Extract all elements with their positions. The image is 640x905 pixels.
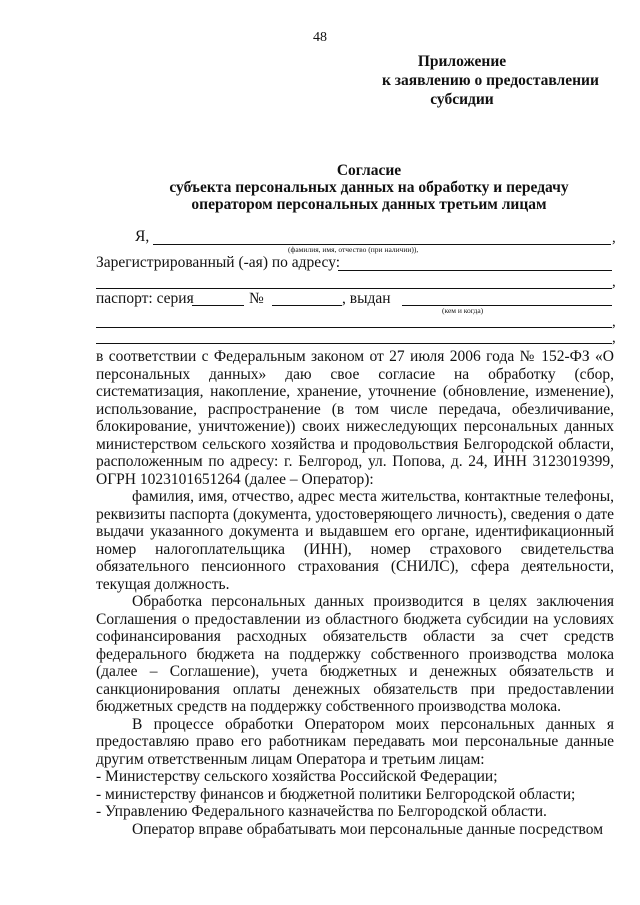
comma-2: , xyxy=(612,274,616,290)
appendix-line-1: Приложение xyxy=(417,53,507,70)
address-field-line-2[interactable] xyxy=(96,288,612,289)
consent-paragraph-2: фамилия, имя, отчество, адрес места жительства, контактные телефоны, реквизиты паспорта (документа, удостоверяющего личность), сведения о дате выдачи указанного документа и выдавшем его органе, идентификационный номер налогоплательщика (ИНН), номер страхового свидетельства обязательного пенсионного страхования (СНИЛС), сфера деятельности, текущая должность. xyxy=(96,488,614,593)
i-label: Я, xyxy=(135,228,150,245)
appendix-heading xyxy=(382,52,599,109)
document-subtitle-1: субъекта персональных данных на обработку и передачу xyxy=(169,179,569,196)
passport-series-field[interactable] xyxy=(192,305,244,306)
appendix-line-3: субсидии xyxy=(430,91,494,108)
passport-number-field[interactable] xyxy=(272,305,342,306)
page-number: 48 xyxy=(313,30,327,45)
recipient-list-item: - Министерству сельского хозяйства Российской Федерации; xyxy=(96,768,498,785)
comma-1: , xyxy=(612,230,616,246)
consent-body xyxy=(96,348,614,838)
comma-3: , xyxy=(612,314,616,330)
document-title: Согласие xyxy=(336,162,402,179)
issued-field-line-3[interactable] xyxy=(96,343,612,344)
consent-paragraph-1: в соответствии с Федеральным законом от 27 июля 2006 года № 152-ФЗ «О персональных данных» даю свое согласие на обработку (сбор, систематизация, накопление, хранение, уточнение (обновление, изменение), использование, распространение (в том числе передача, обезличивание, блокирование, уничтожение)) своих нижеследующих персональных данных министерством сельского хозяйства и продовольствия Белгородской области, расположенным по адресу: г. Белгород, ул. Попова, д. 24, ИНН 3123019399, ОГРН 1023101651264 (далее – Оператор): xyxy=(96,348,614,488)
issued-hint: (кем и когда) xyxy=(442,306,484,315)
issued-field[interactable] xyxy=(402,305,612,306)
passport-series-label: паспорт: серия xyxy=(96,290,194,307)
recipient-list-item: - Управлению Федерального казначейства по Белгородской области. xyxy=(96,803,547,820)
address-label: Зарегистрированный (-ая) по адресу: xyxy=(96,254,341,271)
comma-4: , xyxy=(612,330,616,346)
passport-number-label: № xyxy=(249,290,264,307)
issued-label: , выдан xyxy=(342,290,391,307)
appendix-line-2: к заявлению о предоставлении xyxy=(382,72,599,89)
name-hint: (фамилия, имя, отчество (при наличии)), xyxy=(288,245,419,254)
consent-paragraph-3: Обработка персональных данных производится в целях заключения Соглашения о предоставлении из областного бюджета субсидии на условиях софинансирования расходных обязательств области за счет средств федерального бюджета на поддержку собственного производства молока (далее – Соглашение), учета бюджетных и денежных обязательств и санкционирования оплаты денежных обязательств при предоставлении бюджетных средств на поддержку собственного производства молока. xyxy=(96,593,614,715)
issued-field-line-2[interactable] xyxy=(96,327,612,328)
consent-paragraph-4: В процессе обработки Оператором моих персональных данных я предоставляю право его работникам передавать мои персональные данные другим ответственным лицам Оператора и третьим лицам: xyxy=(96,715,614,768)
consent-paragraph-5: Оператор вправе обрабатывать мои персональные данные посредством xyxy=(132,820,604,838)
document-subtitle-2: оператором персональных данных третьим лицам xyxy=(191,196,547,213)
recipient-list-item: - министерству финансов и бюджетной политики Белгородской области; xyxy=(96,785,576,803)
address-field[interactable] xyxy=(338,270,612,271)
